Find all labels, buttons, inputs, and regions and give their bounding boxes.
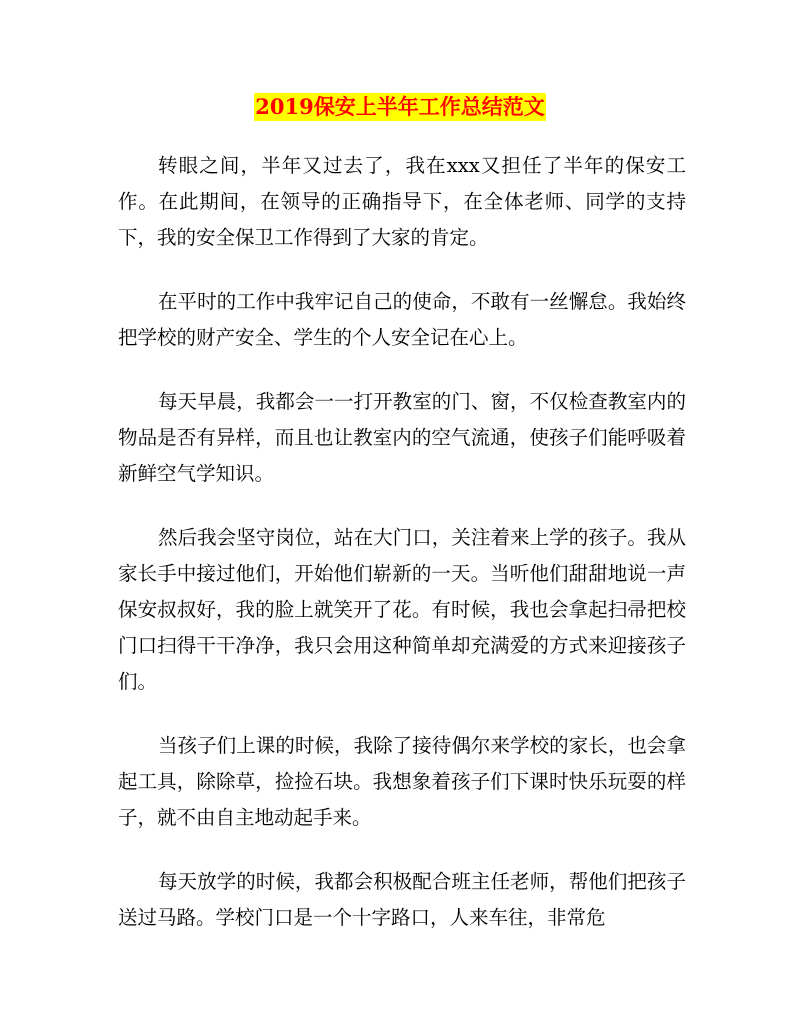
paragraph-3: 每天早晨，我都会一一打开教室的门、窗，不仅检查教室内的物品是否有异样，而且也让教室内的空气流通，使孩子们能呼吸着新鲜空气学知识。: [118, 390, 686, 485]
paragraph-1: 转眼之间，半年又过去了，我在xxx又担任了半年的保安工作。在此期间，在领导的正确指导下，在全体老师、同学的支持下，我的安全保卫工作得到了大家的肯定。: [118, 154, 686, 249]
document-body: [118, 148, 686, 964]
title-container: [0, 93, 800, 121]
paragraph-6: 每天放学的时候，我都会积极配合班主任老师，帮他们把孩子送过马路。学校门口是一个十字路口，人来车往，非常危: [118, 870, 686, 929]
document-title: 2019保安上半年工作总结范文: [255, 94, 545, 119]
paragraph-4: 然后我会坚守岗位，站在大门口，关注着来上学的孩子。我从家长手中接过他们，开始他们崭新的一天。当听他们甜甜地说一声保安叔叔好，我的脸上就笑开了花。有时候，我也会拿起扫帚把校门口扫得干干净净，我只会用这种简单却充满爱的方式来迎接孩子们。: [118, 526, 686, 693]
paragraph-5: 当孩子们上课的时候，我除了接待偶尔来学校的家长，也会拿起工具，除除草，捡捡石块。我想象着孩子们下课时快乐玩耍的样子，就不由自主地动起手来。: [118, 734, 686, 829]
paragraph-2: 在平时的工作中我牢记自己的使命，不敢有一丝懈怠。我始终把学校的财产安全、学生的个人安全记在心上。: [118, 290, 686, 349]
